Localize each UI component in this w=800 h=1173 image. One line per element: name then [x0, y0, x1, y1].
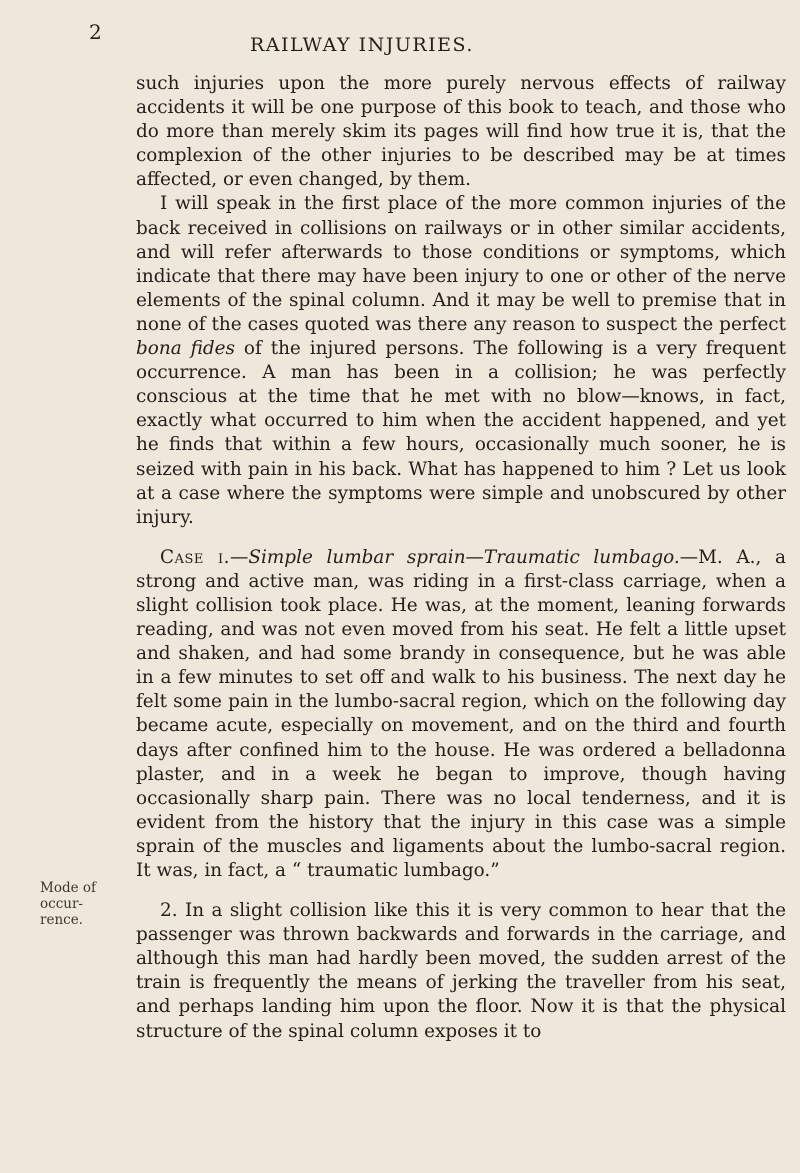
case-paragraph — [136, 546, 786, 883]
margin-note-line: occur- — [40, 896, 83, 912]
margin-note — [40, 880, 118, 928]
running-head: RAILWAY INJURIES. — [250, 34, 474, 56]
margin-note-line: Mode of — [40, 880, 96, 896]
italic-phrase: bona fides — [136, 338, 235, 360]
paragraph-continuation: such injuries upon the more purely nervous effects of railway accidents it will be one purpose of this book to teach, and those who do more than merely skim its pages will find how true it is, that the complexion of the other injuries to be described may be at times affected, or even changed, by them. — [136, 73, 786, 191]
case-body: —M. A., a strong and active man, was riding in a first-class carriage, when a slight collision took place. He was, at the moment, leaning forwards reading, and was not even moved from his seat. He felt a little upset and shaken, and had some brandy in consequence, but he was able in a few minutes to set off and walk to his business. The next day he felt some pain in the lumbo-sacral region, which on the following day became acute, especially on movement, and on the third and fourth days after confined him to the house. He was ordered a belladonna plaster, and in a week he began to improve, though having occasionally sharp pain. There was no local tenderness, and it is evident from the history that the injury in this case was a simple sprain of the muscles and ligaments about the lumbo-sacral region. It was, in fact, a “ traumatic lumbago.” — [136, 546, 786, 881]
case-label: Case i. — [160, 546, 230, 568]
paragraph-text: I will speak in the first place of the more common injuries of the back received in collisions on railways or in other similar accidents, and will refer afterwards to those conditions or symptoms, which indicate that there may have been injury to one or other of the nerve elements of the spinal column. And it may be well to premise that in none of the cases quoted was there any reason to suspect the perfect — [136, 193, 786, 335]
paragraph-back-injuries — [136, 192, 786, 529]
paragraph-text: of the injured persons. The following is a very frequent occurrence. A man has been in a collision; he was perfectly conscious at the time that he met with no blow—knows, in fact, exactly what occurred to him when the accident happened, and yet he finds that within a few hours, occasionally much sooner, he is seized with pain in his back. What has happened to him ? Let us look at a case where the symptoms were simple and unobscured by other injury. — [136, 338, 786, 528]
case-dash: — — [230, 546, 249, 568]
margin-note-line: rence. — [40, 912, 83, 928]
paragraph-mode-of-occurrence: 2. In a slight collision like this it is very common to hear that the passenger was thrown backwards and forwards in the carriage, and although this man had hardly been moved, the sudden arrest of the train is frequently the means of jerking the traveller from his seat, and perhaps landing him upon the floor. Now it is that the physical structure of the spinal column exposes it to — [136, 900, 786, 1042]
body-text — [136, 72, 786, 1044]
page-number: 2 — [89, 20, 102, 44]
case-title: Simple lumbar sprain—Traumatic lumbago. — [248, 546, 680, 568]
